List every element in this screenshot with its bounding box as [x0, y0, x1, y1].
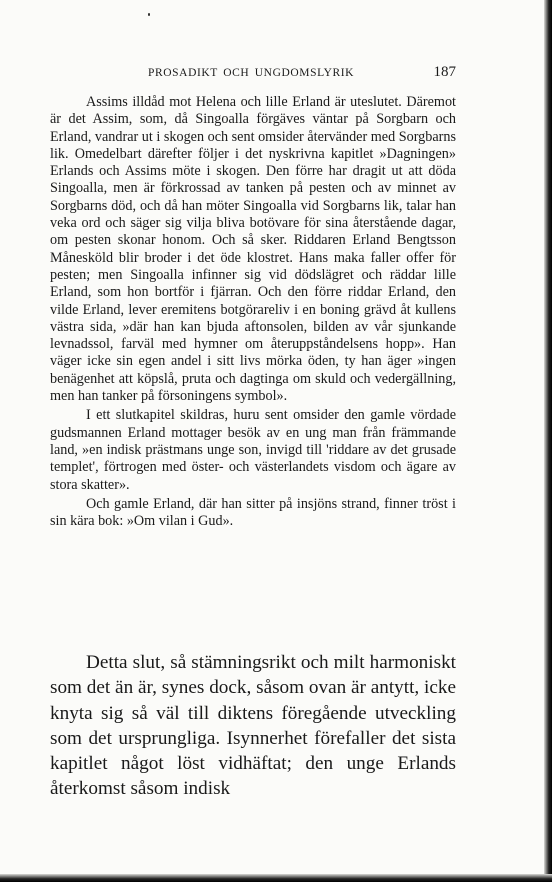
paragraph: Assims illdåd mot Helena och lille Erland är uteslutet. Däremot är det Assim, som, då Singoalla förgäves väntar på Sorgbarn och Erland, vandrar ut i skogen och sent omsider återvänder med Sorgbarns lik. Omedelbart därefter följer i det nyskrivna kapitlet »Dagningen» Erlands och Assims möte i skogen. Den förre har dragit ut att döda Singoalla, men är förkrossad av tanken på pesten och av minnet av Sorgbarns död, och då han möter Singoalla vid Sorgbarns lik, talar han veka ord och säger sig vilja bliva botövare för sina återstående dagar, om pesten skonar honom. Och så sker. Riddaren Erland Bengtsson Månesköld blir broder i det öde klostret. Hans maka faller offer för pesten; men Singoalla infinner sig vid dödslägret och räddar lille Erland, som hon bortför i fjärran. Och den förre riddar Erland, den vilde Erland, lever eremitens botgörareliv i en boning grävd åt kullens västra sida, »där han kan bjuda aftonsolen, bilden av vår sjunkande levnadssol, farväl med hymner om återuppståndelsens hopp». Han väger icke sin egen andel i sitt livs mörka öden, ty han äger »ingen benägenhet att köpslå, pruta och dagtinga om skuld och vedergällning, men han tanker på försoningens symbol». [50, 94, 456, 405]
paragraph: Och gamle Erland, där han sitter på insjöns strand, finner tröst i sin kära bok: »Om vilan i Gud». [50, 495, 456, 530]
small-print-section [50, 94, 456, 530]
main-text-section [50, 650, 456, 802]
running-head: PROSADIKT OCH UNGDOMSLYRIK [148, 67, 355, 79]
scan-edge-bottom [0, 874, 552, 882]
paragraph: I ett slutkapitel skildras, huru sent omsider den gamle vördade gudsmannen Erland mottager besök av en ung man från främmande land, »en indisk prästmans unge son, invigd till 'riddare av det grusade templet', förtrogen med öster- och västerlandets visdom och ägare av stora skatter». [50, 407, 456, 493]
page-header [50, 64, 458, 84]
paragraph: Detta slut, så stämningsrikt och milt harmoniskt som det än är, synes dock, såsom ovan är antytt, icke knyta sig så väl till diktens föregående utveckling som det ursprungliga. Isynnerhet förefaller det sista kapitlet något löst vidhäftat; den unge Erlands återkomst såsom indisk [50, 652, 456, 800]
page-number: 187 [433, 64, 456, 80]
scan-speck [148, 13, 150, 16]
scan-edge-right [544, 0, 552, 882]
